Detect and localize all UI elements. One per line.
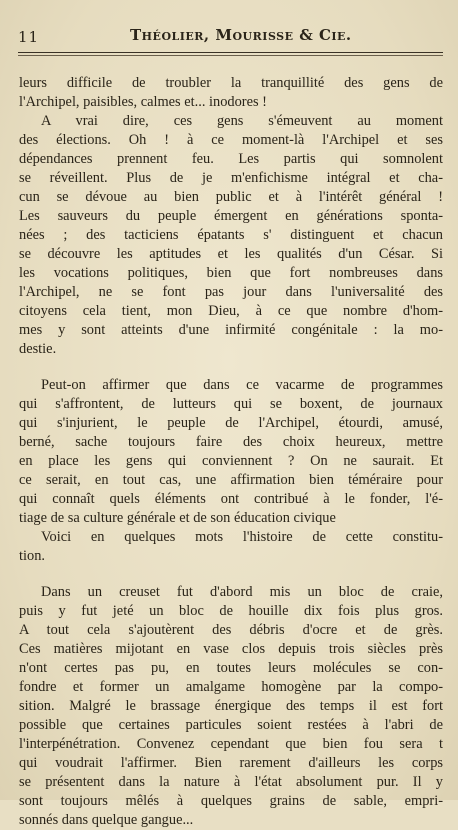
text-line: A vrai dire, ces gens s'émeuvent au moment: [41, 113, 443, 129]
paragraph-1: [19, 74, 443, 112]
running-title: Théolier, Mourisse & Cie.: [130, 26, 352, 44]
body-text: [19, 74, 443, 830]
header-rule: [18, 52, 443, 53]
text-line: destie.: [19, 341, 57, 357]
text-line: qui voudrait l'affirmer. Bien rarement d'ailleurs les corps: [19, 755, 443, 771]
text-line: se découvre les aptitudes et les qualités d'un César. Si: [19, 246, 443, 262]
text-line: qui s'affrontent, de lutteurs qui se boxent, de journaux: [19, 396, 443, 412]
text-line: leurs difficile de troubler la tranquillité des gens de: [19, 75, 443, 91]
text-line: tion.: [19, 548, 45, 564]
text-line: fondre et former un amalgame homogène par la compo-: [19, 679, 443, 695]
text-line: l'Archipel, ne se font pas jour dans l'universalité des: [19, 284, 443, 300]
text-line: berné, sache toujours faire des choix heureux, mettre: [19, 434, 443, 450]
paragraph-4: [19, 528, 443, 566]
text-line: qui connaît quels éléments ont contribué à le fonder, l'é-: [19, 491, 443, 507]
text-line: l'Archipel, paisibles, calmes et... inodores !: [19, 94, 267, 110]
text-line: nées ; des tacticiens épatants s' distinguent et chacun: [19, 227, 443, 243]
text-line: sont toujours mêlés à quelques grains de sable, empri-: [19, 793, 443, 809]
text-line: des élections. Oh ! à ce moment-là l'Archipel et ses: [19, 132, 443, 148]
text-line: Les sauveurs du peuple émergent en générations sponta-: [19, 208, 443, 224]
header-rule-secondary: [18, 55, 443, 56]
text-line: les vocations politiques, bien que fort nombreuses dans: [19, 265, 443, 281]
text-line: Ces matières mijotant en vase clos depuis trois siècles près: [19, 641, 443, 657]
paragraph-gap: [19, 566, 443, 583]
text-line: n'ont certes pas pu, en toutes leurs molécules se con-: [19, 660, 443, 676]
text-line: qui s'injurient, le peuple de l'Archipel, étourdi, amusé,: [19, 415, 443, 431]
text-line: possible que certaines particules soient restées à l'abri de: [19, 717, 443, 733]
text-line: se réveillent. Plus de je m'enfichisme intégral et cha-: [19, 170, 443, 186]
text-line: sition. Malgré le brassage énergique des temps il est fort: [19, 698, 443, 714]
paragraph-gap: [19, 359, 443, 376]
text-line: dépendances prennent feu. Les partis qui somnolent: [19, 151, 443, 167]
text-line: cun se dévoue au bien public et à l'intérêt général !: [19, 189, 443, 205]
text-line: Dans un creuset fut d'abord mis un bloc de craie,: [41, 584, 443, 600]
paragraph-3: [19, 376, 443, 528]
text-line: se présentent dans la nature à l'état absolument pur. Il y: [19, 774, 443, 790]
page-header: [18, 26, 438, 48]
paragraph-5: [19, 583, 443, 830]
text-line: puis y fut jeté un bloc de houille dix fois plus gros.: [19, 603, 443, 619]
text-line: en place les gens qui conviennent ? On ne saurait. Et: [19, 453, 443, 469]
text-line: Voici en quelques mots l'histoire de cette constitu-: [41, 529, 443, 545]
text-line: sonnés dans quelque gangue...: [19, 812, 194, 828]
text-line: mes y sont atteints d'une infirmité congénitale : la mo-: [19, 322, 443, 338]
text-line: A tout cela s'ajoutèrent des débris d'ocre et de grès.: [19, 622, 443, 638]
text-line: ce serait, en tout cas, une affirmation bien téméraire pour: [19, 472, 443, 488]
paragraph-2: [19, 112, 443, 359]
text-line: l'interpénétration. Convenez cependant que bien fou sera t: [19, 736, 443, 752]
text-line: tiage de sa culture générale et de son éducation civique: [19, 510, 336, 526]
page-number: 11: [18, 28, 40, 46]
text-line: Peut-on affirmer que dans ce vacarme de programmes: [41, 377, 443, 393]
text-line: citoyens cela tient, mon Dieu, à ce que nombre d'hom-: [19, 303, 443, 319]
